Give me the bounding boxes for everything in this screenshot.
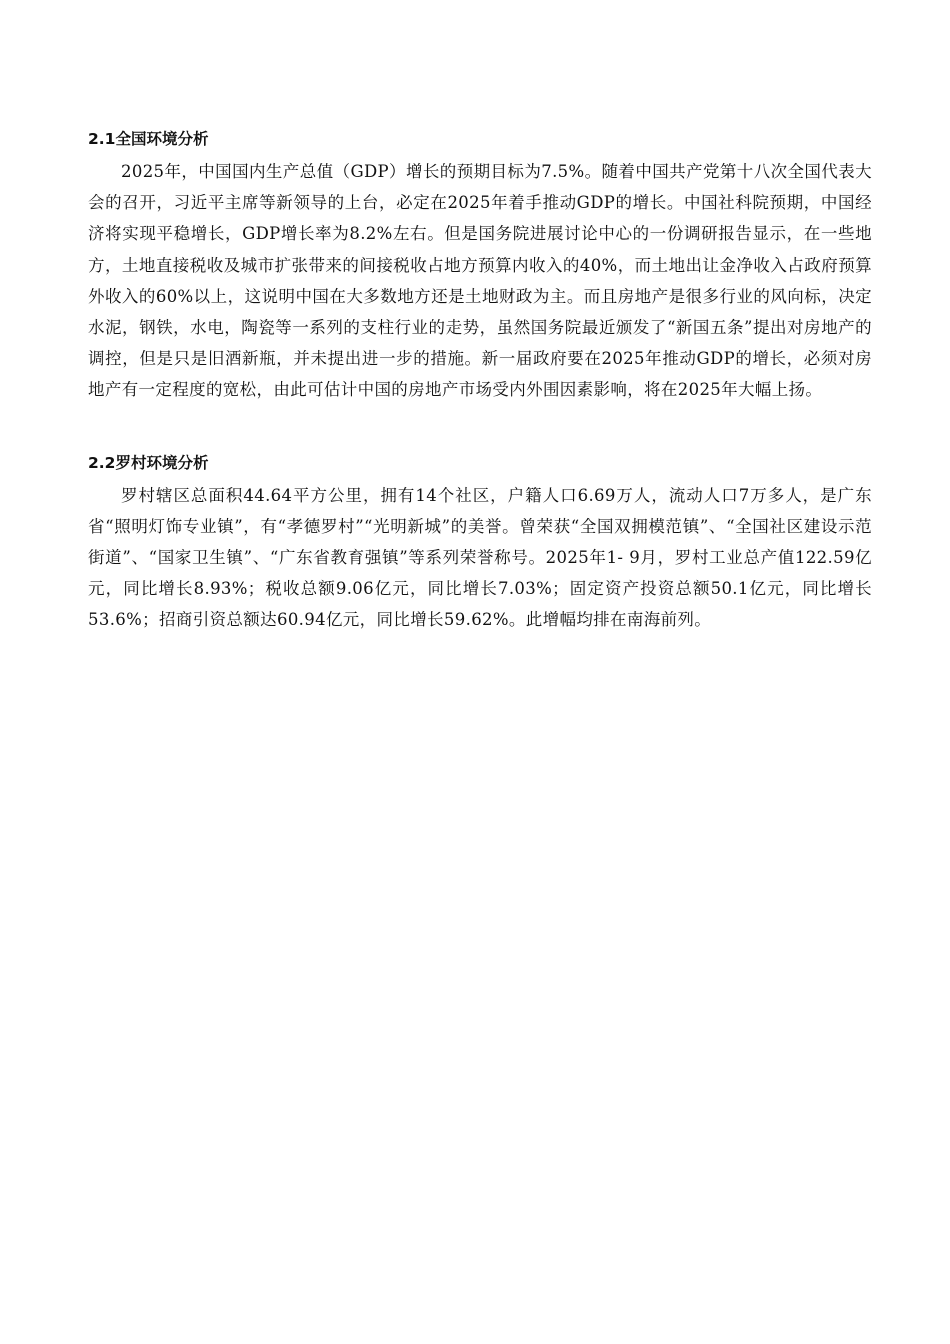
section-spacer	[88, 406, 872, 446]
document-body	[88, 122, 872, 636]
paragraph-national-environment: 2025年，中国国内生产总值（GDP）增长的预期目标为7.5%。随着中国共产党第十八次全国代表大会的召开，习近平主席等新领导的上台，必定在2025年着手推动GDP的增长。中国社科院预期，中国经济将实现平稳增长，GDP增长率为8.2%左右。但是国务院进展讨论中心的一份调研报告显示，在一些地方，土地直接税收及城市扩张带来的间接税收占地方预算内收入的40%，而土地出让金净收入占政府预算外收入的60%以上，这说明中国在大多数地方还是土地财政为主。而且房地产是很多行业的风向标，决定水泥，钢铁，水电，陶瓷等一系列的支柱行业的走势，虽然国务院最近颁发了“新国五条”提出对房地产的调控，但是只是旧酒新瓶，并未提出进一步的措施。新一届政府要在2025年推动GDP的增长，必须对房地产有一定程度的宽松，由此可估计中国的房地产市场受内外围因素影响，将在2025年大幅上扬。	[88, 162, 872, 400]
paragraph-luocun-environment: 罗村辖区总面积44.64平方公里，拥有14个社区，户籍人口6.69万人，流动人口7万多人，是广东省“照明灯饰专业镇”，有“孝德罗村”“光明新城”的美誉。曾荣获“全国双拥模范镇”、“全国社区建设示范街道”、“国家卫生镇”、“广东省教育强镇”等系列荣誉称号。2025年1- 9月，罗村工业总产值122.59亿元，同比增长8.93%；税收总额9.06亿元，同比增长7.03%；固定资产投资总额50.1亿元，同比增长53.6%；招商引资总额达60.94亿元，同比增长59.62%。此增幅均排在南海前列。	[88, 485, 872, 630]
section-heading-national-environment: 2.1全国环境分析	[88, 130, 209, 148]
section-luocun-environment	[88, 446, 872, 636]
section-national-environment	[88, 122, 872, 406]
section-heading-luocun-environment: 2.2罗村环境分析	[88, 453, 209, 472]
